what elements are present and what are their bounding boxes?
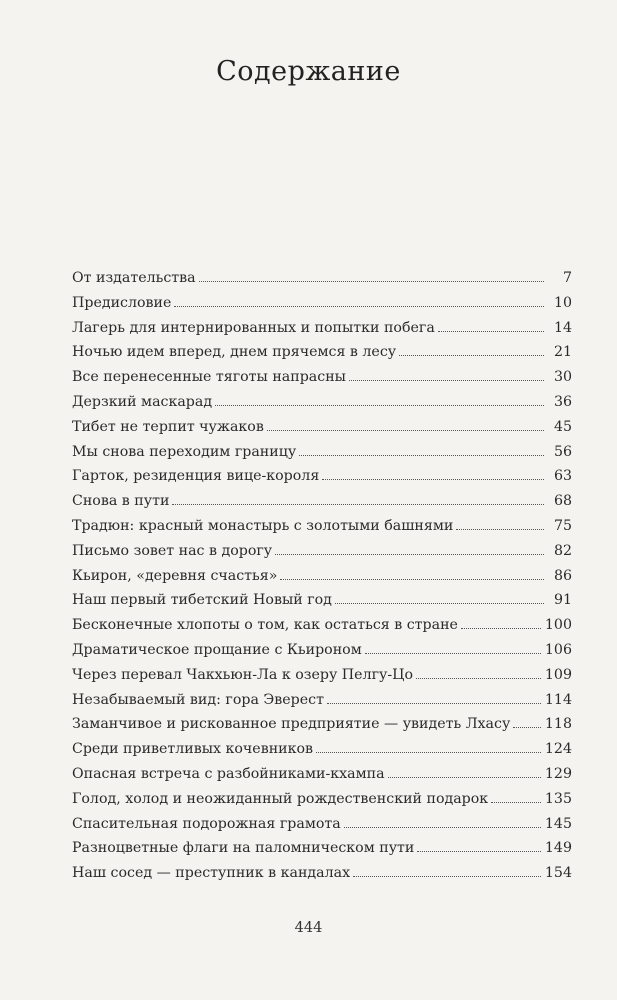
toc-entry	[72, 514, 572, 539]
toc-entry-page-number: 30	[553, 369, 572, 386]
toc-entry	[72, 812, 572, 837]
toc-dot-leader	[299, 455, 544, 456]
toc-entry	[72, 762, 572, 787]
toc-entry-title: Разноцветные флаги на паломническом пути	[72, 840, 415, 857]
toc-entry-title: Незабываемый вид: гора Эверест	[72, 691, 324, 708]
toc-dot-leader	[349, 380, 544, 381]
toc-dot-leader	[417, 851, 541, 852]
toc-entry-title: Все перенесенные тяготы напрасны	[72, 369, 346, 386]
toc-dot-leader	[335, 603, 544, 604]
toc-entry	[72, 688, 572, 713]
toc-dot-leader	[172, 504, 544, 505]
toc-entry-title: Снова в пути	[72, 493, 170, 510]
toc-entry-page-number: 91	[553, 592, 572, 609]
toc-entry	[72, 316, 572, 341]
toc-dot-leader	[513, 727, 541, 728]
toc-entry-page-number: 106	[544, 641, 572, 658]
toc-entry-page-number: 124	[544, 741, 572, 758]
toc-entry-title: Голод, холод и неожиданный рождественский подарок	[72, 790, 489, 807]
toc-entry-title: Кьирон, «деревня счастья»	[72, 567, 278, 584]
toc-entry	[72, 464, 572, 489]
toc-dot-leader	[456, 529, 544, 530]
toc-entry-title: Письмо зовет нас в дорогу	[72, 542, 273, 559]
toc-dot-leader	[275, 554, 544, 555]
toc-entry-title: Заманчивое и рискованное предприятие — увидеть Лхасу	[72, 716, 511, 733]
toc-entry-title: Мы снова переходим границу	[72, 443, 297, 460]
toc-entry-title: Тибет не терпит чужаков	[72, 418, 264, 435]
toc-entry-page-number: 149	[544, 840, 572, 857]
toc-entry-page-number: 45	[553, 418, 572, 435]
toc-entry	[72, 390, 572, 415]
toc-entry	[72, 787, 572, 812]
toc-entry-title: Гарток, резиденция вице-короля	[72, 468, 320, 485]
toc-entry-title: Среди приветливых кочевников	[72, 741, 314, 758]
toc-entry-title: Ночью идем вперед, днем прячемся в лесу	[72, 344, 397, 361]
toc-entry-page-number: 56	[553, 443, 572, 460]
toc-dot-leader	[491, 802, 541, 803]
toc-entry-page-number: 75	[553, 517, 572, 534]
toc-entry-page-number: 135	[544, 790, 572, 807]
toc-dot-leader	[365, 653, 541, 654]
toc-dot-leader	[344, 827, 541, 828]
toc-entry	[72, 365, 572, 390]
toc-entry-title: Наш первый тибетский Новый год	[72, 592, 332, 609]
toc-entry-title: От издательства	[72, 270, 196, 286]
page-title: Содержание	[216, 56, 401, 87]
toc-entry-title: Традюн: красный монастырь с золотыми башнями	[72, 517, 454, 534]
toc-entry	[72, 663, 572, 688]
toc-dot-leader	[199, 281, 544, 282]
toc-entry-page-number: 154	[544, 865, 572, 882]
toc-entry-page-number: 68	[553, 493, 572, 510]
toc-entry	[72, 613, 572, 638]
toc-entry-page-number: 36	[553, 393, 572, 410]
toc-dot-leader	[322, 479, 544, 480]
toc-dot-leader	[215, 405, 544, 406]
toc-entry-page-number: 63	[553, 468, 572, 485]
toc-entry-title: Наш сосед — преступник в кандалах	[72, 865, 351, 882]
toc-entry-title: Бесконечные хлопоты о том, как остаться в стране	[72, 617, 458, 634]
toc-entry	[72, 340, 572, 365]
toc-entry-title: Дерзкий маскарад	[72, 393, 213, 410]
toc-entry-page-number: 129	[544, 765, 572, 782]
toc-dot-leader	[316, 752, 541, 753]
toc-entry	[72, 266, 572, 291]
toc-entry-page-number: 10	[553, 294, 572, 311]
toc-entry	[72, 638, 572, 663]
page-number: 444	[294, 920, 323, 936]
toc-entry-page-number: 145	[544, 815, 572, 832]
toc-entry-title: Лагерь для интернированных и попытки побега	[72, 319, 435, 336]
toc-entry-page-number: 82	[553, 542, 572, 559]
toc-dot-leader	[353, 876, 541, 877]
toc-entry-title: Опасная встреча с разбойниками-кхампа	[72, 765, 385, 782]
toc-dot-leader	[461, 628, 541, 629]
toc-entry-page-number: 86	[553, 567, 572, 584]
toc-dot-leader	[388, 777, 541, 778]
toc-entry-page-number: 114	[544, 691, 572, 708]
toc-entry	[72, 836, 572, 861]
toc-dot-leader	[267, 430, 544, 431]
toc-entry-title: Драматическое прощание с Кьироном	[72, 641, 362, 658]
toc-entry	[72, 588, 572, 613]
toc-entry	[72, 539, 572, 564]
toc-dot-leader	[438, 331, 544, 332]
toc-dot-leader	[399, 355, 544, 356]
toc-entry-page-number: 14	[553, 319, 572, 336]
toc-dot-leader	[327, 703, 541, 704]
toc-entry-page-number: 100	[544, 617, 572, 634]
toc-entry	[72, 737, 572, 762]
toc-entry-title: Спасительная подорожная грамота	[72, 815, 341, 832]
toc-entry-title: Через перевал Чакхьюн-Ла к озеру Пелгу-Цо	[72, 666, 414, 683]
toc-entry-page-number: 118	[544, 716, 572, 733]
toc-dot-leader	[174, 306, 544, 307]
toc-entry-page-number: 21	[553, 344, 572, 361]
toc-entry	[72, 291, 572, 316]
toc-entry-page-number: 7	[562, 270, 572, 286]
toc-entry	[72, 712, 572, 737]
toc-entry	[72, 415, 572, 440]
toc-entry	[72, 861, 572, 886]
table-of-contents	[72, 266, 572, 886]
toc-dot-leader	[416, 678, 541, 679]
toc-dot-leader	[280, 579, 544, 580]
toc-entry	[72, 489, 572, 514]
toc-entry-page-number: 109	[544, 666, 572, 683]
toc-entry	[72, 564, 572, 589]
toc-entry	[72, 440, 572, 465]
toc-entry-title: Предисловие	[72, 294, 172, 311]
